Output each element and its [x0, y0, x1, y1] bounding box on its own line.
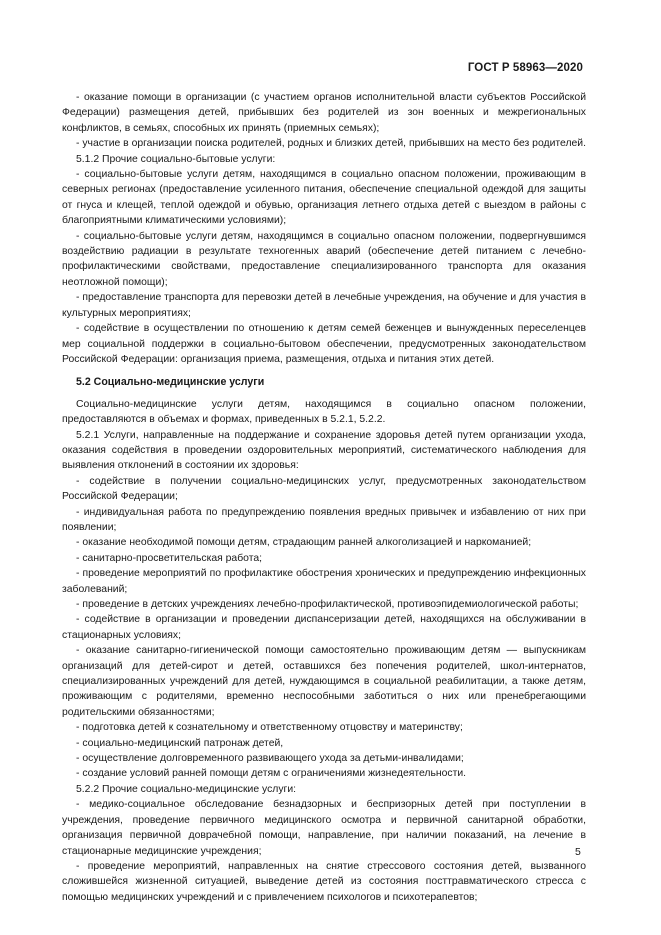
- subsection-title: 5.1.2 Прочие социально-бытовые услуги:: [76, 153, 276, 165]
- paragraph: - индивидуальная работа по предупреждению появления вредных привычек и избавлению от них при появлении;: [62, 506, 586, 533]
- paragraph: - социально-медицинский патронаж детей,: [76, 737, 284, 749]
- paragraph: - содействие в получении социально-медицинских услуг, предусмотренных законодательством Российской Федерации;: [62, 475, 586, 503]
- page-number: 5: [575, 846, 581, 858]
- paragraph: - санитарно-просветительская работа;: [76, 552, 263, 564]
- paragraph: - оказание санитарно-гигиенической помощи самостоятельно проживающим детям — выпускникам организаций для детей-сирот и детей, оставшихся без попечения родителей, школ-интернатов, специализированных учреждений для детей, нуждающимся в социальной реабилитации, а также детям, проживающим с родителями, временно неспособными заботиться о них или пренебрегающими родительскими обязанностями;: [62, 645, 586, 718]
- document-body: [62, 90, 586, 905]
- paragraph: - осуществление долговременного развивающего ухода за детьми-инвалидами;: [76, 753, 464, 765]
- paragraph: - социально-бытовые услуги детям, находящимся в социально опасном положении, проживающим в северных регионах (предоставление усиленного питания, обеспечение специальной одеждой для защиты от гнуса и клещей, теплой одеждой и обувью, организация летнего отдыха детей с выездом в районы с благоприятными климатическими условиями);: [62, 169, 586, 227]
- subsection-title: 5.2.1 Услуги, направленные на поддержание и сохранение здоровья детей путем организации ухода, оказания содействия в проведении оздоровительных мероприятий, систематического наблюдения для выявления отклонений в состоянии их здоровья:: [62, 429, 586, 472]
- paragraph: Социально-медицинские услуги детям, находящимся в социально опасном положении, предоставляются в объемах и формах, приведенных в 5.2.1, 5.2.2.: [62, 398, 586, 426]
- paragraph: - создание условий ранней помощи детям с ограничениями жизнедеятельности.: [76, 768, 467, 780]
- paragraph: - проведение в детских учреждениях лечебно-профилактической, противоэпидемиологической работы;: [76, 599, 579, 610]
- paragraph: - содействие в осуществлении по отношению к детям семей беженцев и вынужденных переселенцев мер социальной поддержки в социально-бытовом обеспечении, предусмотренных законодательством Российской Федерации: организация приема, размещения, отдыха и питания этих детей.: [62, 323, 586, 365]
- paragraph: - медико-социальное обследование безнадзорных и беспризорных детей при поступлении в учреждения, проведение первичного медицинского осмотра и первичной санитарной обработки, организация первичной доврачебной помощи, направление, при наличии показаний, на лечение в стационарные медицинские учреждения;: [62, 799, 586, 857]
- paragraph: - оказание помощи в организации (с участием органов исполнительной власти субъектов Российской Федерации) размещения детей, прибывших без родителей из зон военных и межрегиональных конфликтов, в семьях, способных их принять (приемных семьях);: [62, 92, 586, 134]
- paragraph: - проведение мероприятий по профилактике обострения хронических и предупреждению инфекционных заболеваний;: [62, 568, 586, 595]
- document-standard-code: ГОСТ Р 58963—2020: [467, 62, 583, 74]
- paragraph: - подготовка детей к сознательному и ответственному отцовству и материнству;: [76, 722, 463, 734]
- paragraph: - проведение мероприятий, направленных на снятие стрессового состояния детей, вызванного сложившейся жизненной ситуацией, выведение детей из состояния посттравматического стресса с помощью медицинских учреждений и с привлечением психологов и психотерапевтов;: [62, 860, 586, 903]
- paragraph: - содействие в организации и проведении диспансеризации детей, находящихся на обслуживании в стационарных условиях;: [62, 614, 586, 641]
- paragraph: - оказание необходимой помощи детям, страдающим ранней алкоголизацией и наркоманией;: [76, 537, 532, 549]
- paragraph: - предоставление транспорта для перевозки детей в лечебные учреждения, на обучение и для участия в культурных мероприятиях;: [62, 292, 586, 319]
- subsection-title: 5.2.2 Прочие социально-медицинские услуги:: [76, 783, 297, 795]
- section-heading: 5.2 Социально-медицинские услуги: [76, 376, 265, 389]
- paragraph: - участие в организации поиска родителей, родных и близких детей, прибывших на место без родителей.: [76, 138, 586, 150]
- paragraph: - социально-бытовые услуги детям, находящимся в социально опасном положении, подвергнувшимся воздействию радиации в результате техногенных аварий (обеспечение детей питанием с лечебно-профилактическими свойствами, предоставление специализированного транспорта для оказания неотложной помощи);: [62, 230, 586, 288]
